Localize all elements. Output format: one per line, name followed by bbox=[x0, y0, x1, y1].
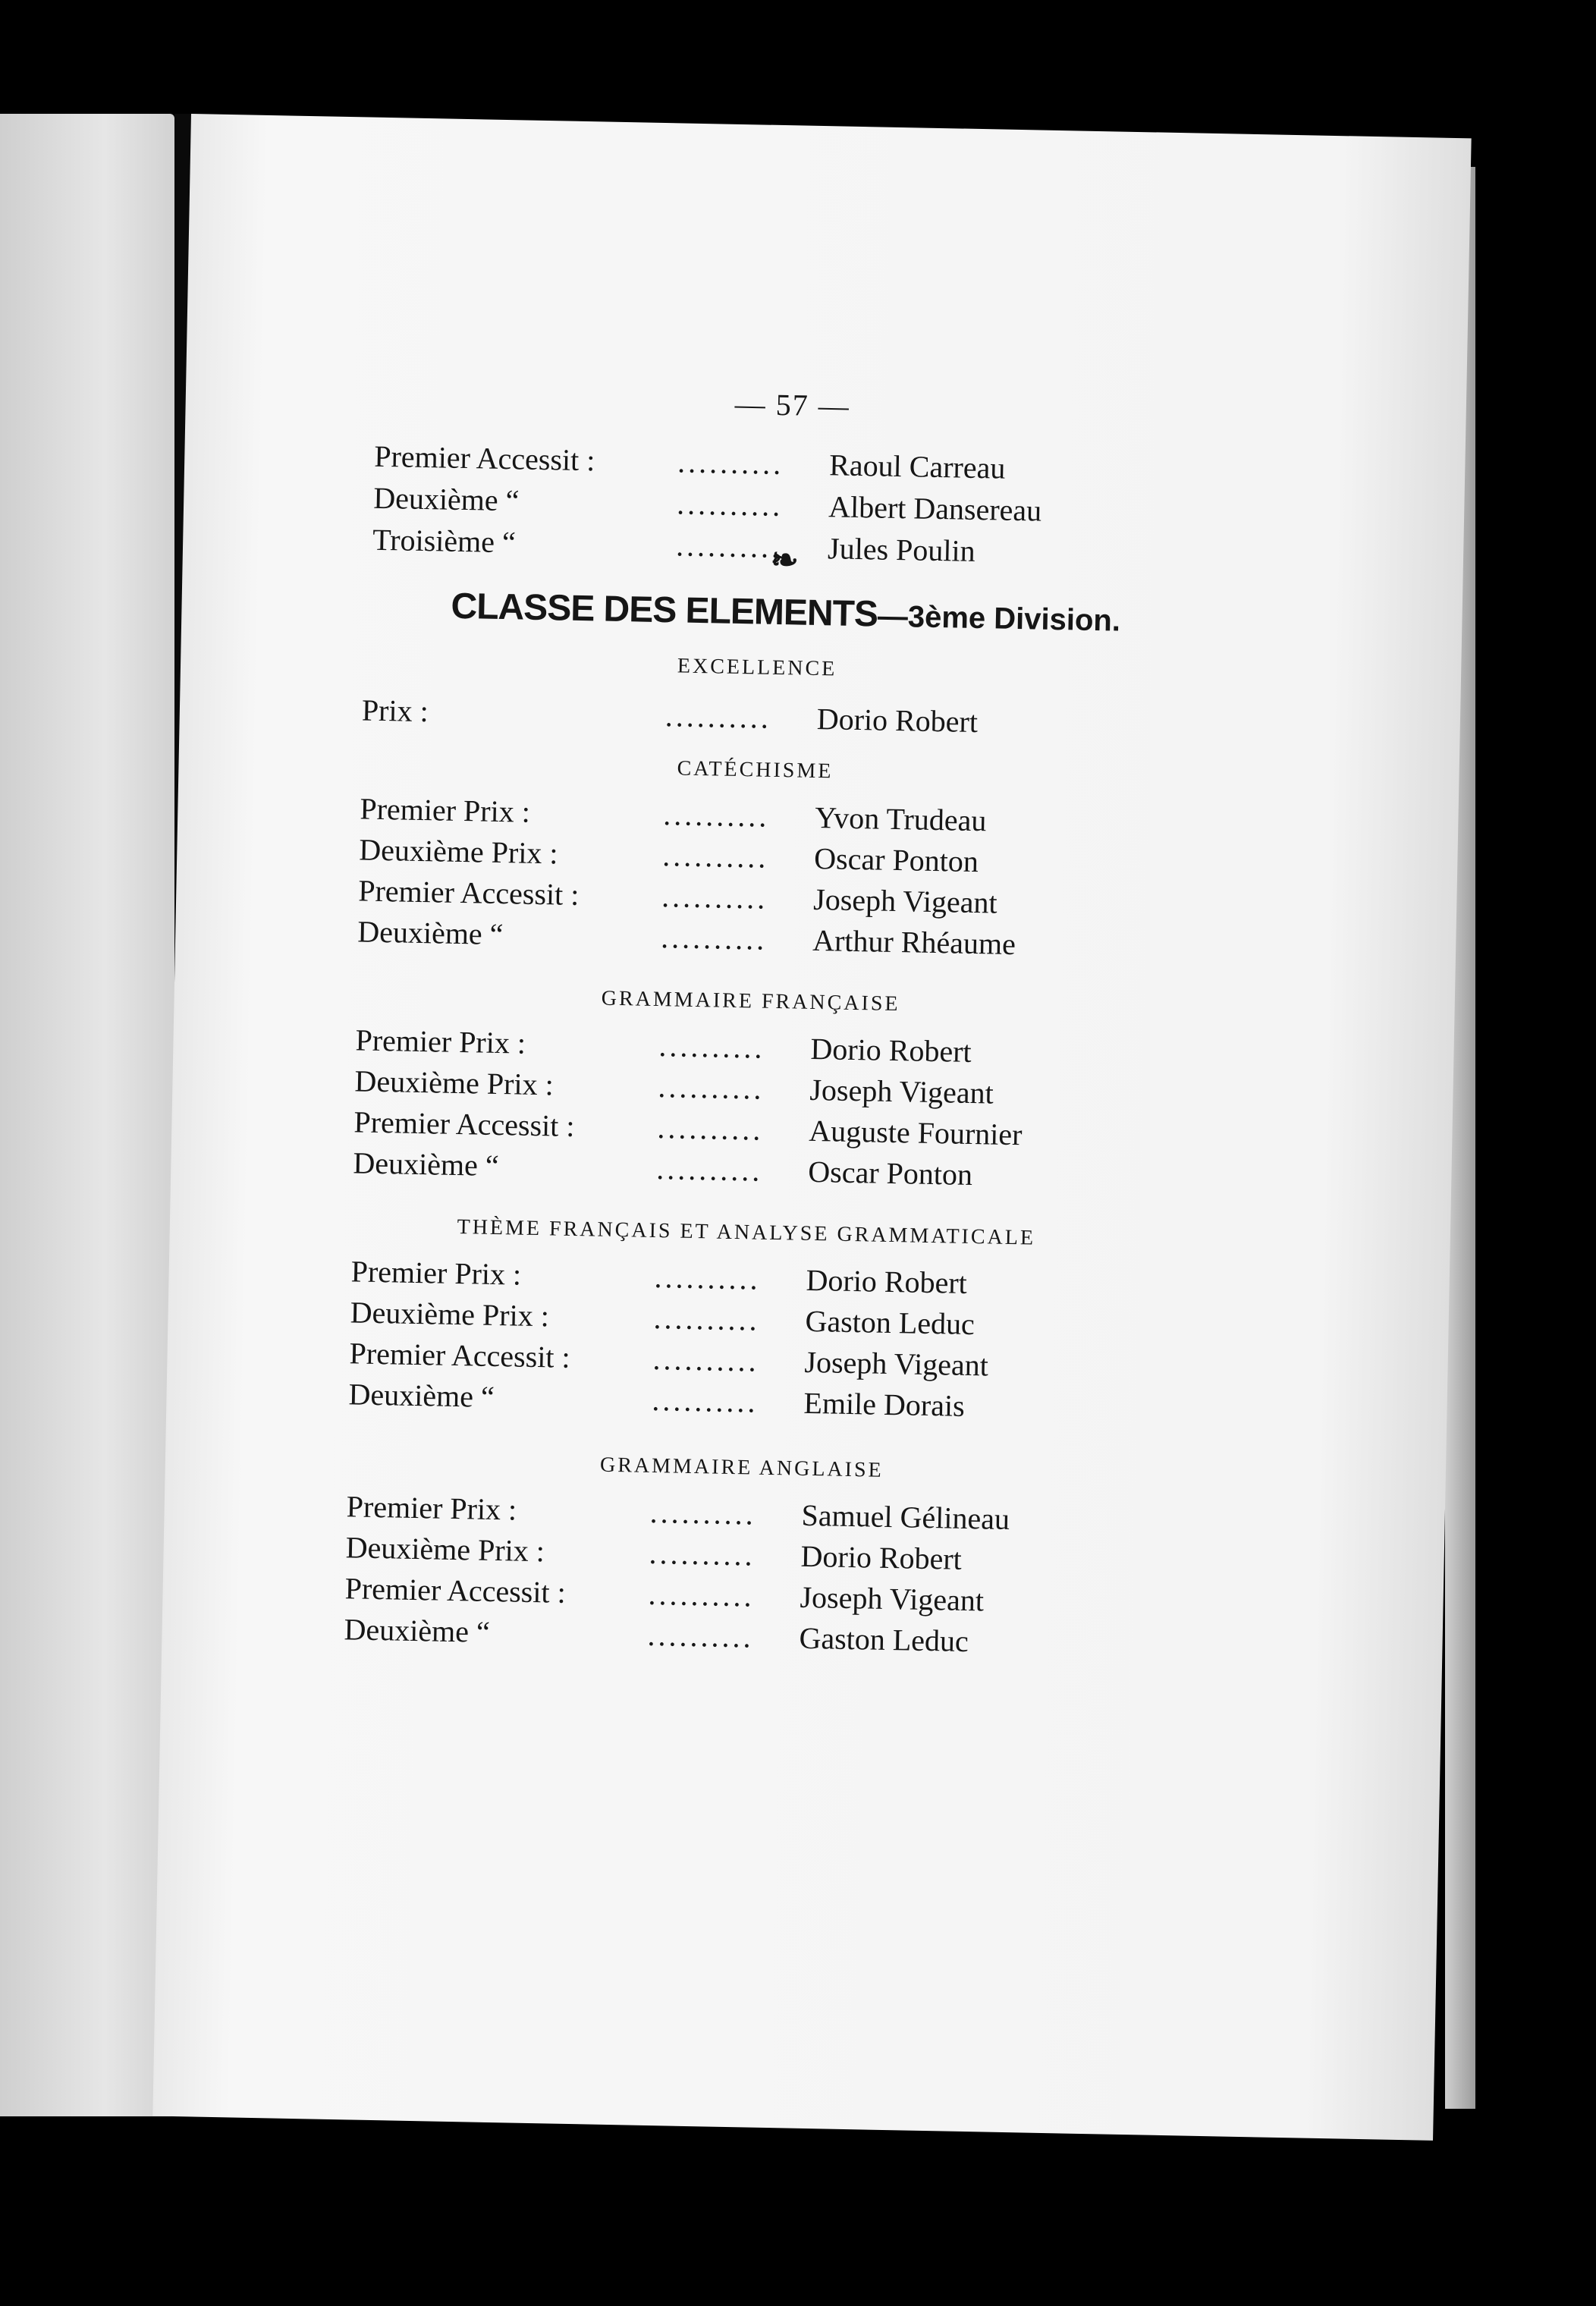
recipient-name: Dorio Robert bbox=[816, 701, 979, 740]
section-title bbox=[451, 586, 1210, 642]
recipient-name: Dorio Robert bbox=[800, 1538, 963, 1576]
leader-dots: .......... bbox=[653, 1301, 761, 1337]
leader-dots: .......... bbox=[647, 1617, 755, 1654]
award-label: Deuxième “ bbox=[357, 914, 504, 952]
leader-dots: .......... bbox=[652, 1341, 760, 1378]
award-label: Premier Accessit : bbox=[353, 1104, 575, 1143]
recipient-name: Joseph Vigeant bbox=[800, 1579, 985, 1618]
section-title-main: CLASSE DES ELEMENTS bbox=[451, 586, 878, 635]
award-label: Deuxième “ bbox=[348, 1377, 495, 1414]
recipient-name: Jules Poulin bbox=[827, 531, 976, 568]
recipient-name: Joseph Vigeant bbox=[804, 1344, 989, 1383]
leader-dots: .......... bbox=[654, 1260, 762, 1296]
award-label: Prix : bbox=[361, 693, 429, 729]
award-label: Deuxième Prix : bbox=[350, 1295, 550, 1334]
recipient-name: Oscar Ponton bbox=[807, 1154, 973, 1192]
page-number: — 57 — bbox=[734, 386, 851, 423]
page-content bbox=[152, 114, 1471, 2141]
leader-dots: .......... bbox=[657, 1111, 764, 1147]
category-heading: GRAMMAIRE FRANÇAISE bbox=[601, 986, 900, 1016]
award-label: Premier Prix : bbox=[350, 1254, 522, 1292]
award-label: Premier Prix : bbox=[355, 1023, 526, 1060]
award-label: Premier Accessit : bbox=[373, 438, 595, 478]
leader-dots: .......... bbox=[649, 1494, 757, 1532]
recipient-name: Joseph Vigeant bbox=[812, 881, 998, 920]
category-heading: THÈME FRANÇAIS ET ANALYSE GRAMMATICALE bbox=[457, 1215, 1036, 1250]
leader-dots: .......... bbox=[649, 1535, 756, 1572]
award-label: Troisième “ bbox=[372, 522, 517, 560]
recipient-name: Raoul Carreau bbox=[828, 448, 1006, 485]
leader-dots: .......... bbox=[655, 1151, 763, 1188]
leader-dots: .......... bbox=[676, 486, 784, 523]
award-label: Deuxième “ bbox=[344, 1612, 491, 1649]
recipient-name: Gaston Leduc bbox=[799, 1620, 969, 1659]
recipient-name: Joseph Vigeant bbox=[809, 1072, 994, 1111]
award-label: Premier Accessit : bbox=[344, 1571, 567, 1610]
leader-dots: .......... bbox=[652, 1382, 759, 1419]
award-label: Premier Prix : bbox=[346, 1489, 517, 1527]
leader-dots: .......... bbox=[661, 879, 768, 916]
award-label: Premier Accessit : bbox=[357, 873, 580, 913]
book-page bbox=[152, 114, 1471, 2141]
recipient-name: Emile Dorais bbox=[803, 1385, 966, 1423]
recipient-name: Dorio Robert bbox=[806, 1262, 968, 1300]
recipient-name: Albert Dansereau bbox=[828, 489, 1042, 528]
award-label: Deuxième Prix : bbox=[358, 832, 558, 871]
award-label: Premier Prix : bbox=[360, 791, 531, 829]
fleuron-ornament: ❧ bbox=[770, 541, 800, 580]
recipient-name: Oscar Ponton bbox=[813, 840, 979, 879]
leader-dots: .......... bbox=[658, 1029, 765, 1065]
leader-dots: .......... bbox=[660, 920, 768, 957]
section-subtitle: —3ème Division. bbox=[877, 599, 1121, 638]
leader-dots: .......... bbox=[675, 528, 783, 565]
award-label: Deuxième Prix : bbox=[354, 1063, 555, 1102]
award-label: Deuxième “ bbox=[372, 480, 520, 518]
category-heading: EXCELLENCE bbox=[677, 654, 837, 681]
leader-dots: .......... bbox=[677, 445, 784, 482]
award-row bbox=[361, 690, 1348, 749]
award-label: Deuxième “ bbox=[353, 1145, 500, 1183]
recipient-name: Gaston Leduc bbox=[805, 1303, 976, 1342]
award-label: Deuxième Prix : bbox=[345, 1530, 545, 1569]
leader-dots: .......... bbox=[658, 1070, 765, 1106]
award-label: Premier Accessit : bbox=[349, 1336, 571, 1374]
leader-dots: .......... bbox=[664, 699, 772, 735]
leader-dots: .......... bbox=[661, 838, 769, 875]
recipient-name: Arthur Rhéaume bbox=[812, 922, 1016, 962]
recipient-name: Samuel Gélineau bbox=[801, 1497, 1010, 1537]
recipient-name: Auguste Fournier bbox=[808, 1113, 1023, 1152]
recipient-name: Yvon Trudeau bbox=[814, 800, 987, 838]
leader-dots: .......... bbox=[648, 1576, 756, 1613]
category-heading: GRAMMAIRE ANGLAISE bbox=[599, 1453, 884, 1482]
left-facing-page bbox=[0, 114, 174, 2116]
leader-dots: .......... bbox=[662, 797, 770, 834]
category-heading: CATÉCHISME bbox=[677, 756, 834, 784]
recipient-name: Dorio Robert bbox=[810, 1031, 972, 1069]
